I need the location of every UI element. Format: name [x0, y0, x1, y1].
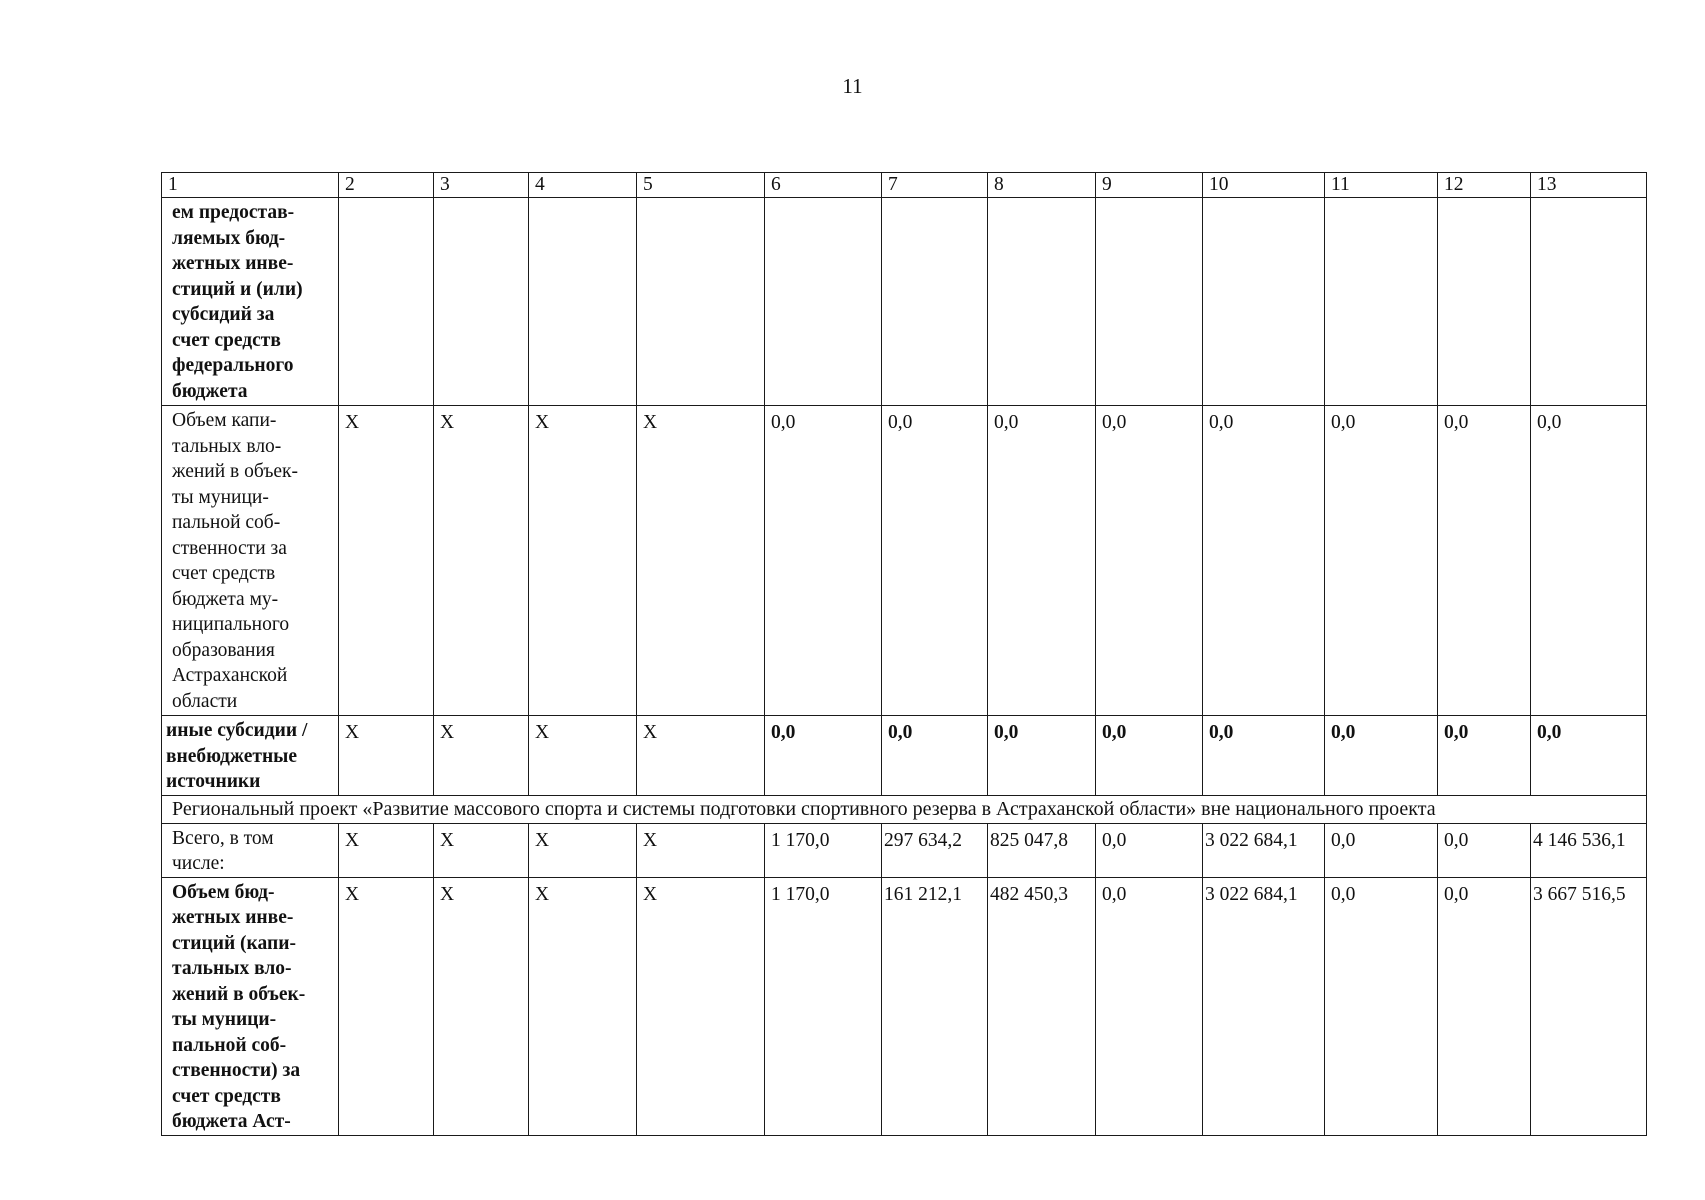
table-cell: Х — [637, 823, 765, 877]
column-header: 11 — [1325, 173, 1438, 198]
table-cell: 0,0 — [1438, 823, 1531, 877]
row-label-line: субсидий за — [172, 304, 275, 325]
row-label-line: счет средств — [172, 329, 281, 351]
row-label-line: федерального — [172, 355, 294, 376]
table-cell: 1 170,0 — [765, 877, 882, 1135]
table-cell: 0,0 — [1203, 406, 1325, 716]
table-cell: 0,0 — [1325, 406, 1438, 716]
row-label-line: области — [172, 690, 238, 712]
row-label-line: стиций и (или) — [172, 278, 303, 300]
row-label-line: ты муници- — [172, 1009, 277, 1030]
row-label-line: стиций (капи- — [172, 932, 296, 954]
table-cell: Х — [339, 406, 434, 716]
row-label-line: пальной соб- — [172, 512, 281, 533]
table-cell: 4 146 536,1 — [1531, 823, 1647, 877]
table-cell: 3 022 684,1 — [1203, 823, 1325, 877]
row-label-line: жений в объек- — [172, 461, 299, 482]
table-row — [162, 823, 1647, 877]
column-header: 7 — [882, 173, 988, 198]
table-cell — [434, 198, 529, 406]
table-cell: Х — [434, 823, 529, 877]
table-cell: Х — [529, 406, 637, 716]
table-cell: Х — [637, 716, 765, 796]
table-cell: Х — [339, 823, 434, 877]
table-cell: Х — [339, 877, 434, 1135]
row-label-line: бюджета му- — [172, 588, 279, 610]
row-label-line: образования — [172, 639, 275, 661]
row-label-line: ты муници- — [172, 486, 269, 508]
table-row — [162, 198, 1647, 406]
table-cell: 0,0 — [1325, 877, 1438, 1135]
table-cell: 3 667 516,5 — [1531, 877, 1647, 1135]
table-cell — [1438, 198, 1531, 406]
table-cell: 0,0 — [1096, 823, 1203, 877]
column-header: 10 — [1203, 173, 1325, 198]
row-label-line: иные субсидии / — [166, 720, 308, 741]
table-cell: 0,0 — [765, 406, 882, 716]
table-cell: 0,0 — [1438, 877, 1531, 1135]
table-cell: 0,0 — [1096, 877, 1203, 1135]
table-cell: 482 450,3 — [988, 877, 1096, 1135]
column-header: 3 — [434, 173, 529, 198]
table-cell — [882, 198, 988, 406]
column-header: 1 — [162, 173, 339, 198]
table-cell: Х — [529, 823, 637, 877]
row-label-line: тальных вло- — [172, 958, 292, 979]
row-label-line: ственности) за — [172, 1060, 301, 1081]
table-cell: 0,0 — [1531, 406, 1647, 716]
row-label-line: счет средств — [172, 563, 276, 584]
row-label-line: ляемых бюд- — [172, 227, 286, 249]
row-label — [162, 406, 339, 716]
row-label-line: жетных инве- — [172, 907, 294, 928]
page-number: 11 — [842, 74, 863, 98]
table-cell — [765, 198, 882, 406]
table-cell: 1 170,0 — [765, 823, 882, 877]
row-label — [162, 198, 339, 406]
table-cell: 0,0 — [1096, 716, 1203, 796]
table-cell: Х — [434, 877, 529, 1135]
row-label-line: числе: — [172, 853, 225, 874]
column-header: 2 — [339, 173, 434, 198]
table-cell — [1325, 198, 1438, 406]
column-header: 6 — [765, 173, 882, 198]
column-header: 13 — [1531, 173, 1647, 198]
table-cell: Х — [339, 716, 434, 796]
column-header: 5 — [637, 173, 765, 198]
row-label — [162, 716, 339, 796]
row-label-line: пальной соб- — [172, 1034, 287, 1056]
table-cell — [988, 198, 1096, 406]
table-row — [162, 406, 1647, 716]
table-cell: 0,0 — [1438, 716, 1531, 796]
row-label-line: ственности за — [172, 537, 287, 559]
row-label-line: Астраханской — [172, 665, 288, 686]
row-label-line: жетных инве- — [172, 253, 294, 274]
table-cell: Х — [637, 877, 765, 1135]
budget-table — [161, 172, 1647, 1136]
table-cell — [1531, 198, 1647, 406]
table-cell: 0,0 — [988, 406, 1096, 716]
table-cell — [1203, 198, 1325, 406]
table-cell: 0,0 — [1203, 716, 1325, 796]
table-cell: 0,0 — [1325, 823, 1438, 877]
row-label-line: Объем капи- — [172, 410, 277, 431]
row-label-line: ем предостав- — [172, 202, 295, 223]
row-label-line: бюджета — [172, 380, 248, 402]
table-cell — [339, 198, 434, 406]
row-label-line: тальных вло- — [172, 435, 282, 457]
row-label — [162, 877, 339, 1135]
table-cell — [529, 198, 637, 406]
table-row — [162, 716, 1647, 796]
table-cell: 0,0 — [1531, 716, 1647, 796]
table-cell: 0,0 — [988, 716, 1096, 796]
table-cell: 0,0 — [882, 716, 988, 796]
table-cell: 0,0 — [1438, 406, 1531, 716]
column-header: 4 — [529, 173, 637, 198]
row-label-line: источники — [166, 771, 261, 792]
table-cell: 297 634,2 — [882, 823, 988, 877]
table-cell: 3 022 684,1 — [1203, 877, 1325, 1135]
table-row — [162, 877, 1647, 1135]
column-number-row — [162, 173, 1647, 198]
table-cell — [1096, 198, 1203, 406]
table-cell: Х — [637, 406, 765, 716]
row-label-line: Объем бюд- — [172, 881, 275, 903]
column-header: 8 — [988, 173, 1096, 198]
table-cell: Х — [434, 406, 529, 716]
row-label-line: жений в объек- — [172, 983, 306, 1005]
table-cell: Х — [434, 716, 529, 796]
row-label — [162, 823, 339, 877]
table-cell: 0,0 — [1325, 716, 1438, 796]
column-header: 9 — [1096, 173, 1203, 198]
row-label-line: внебюджетные — [166, 745, 298, 767]
table-cell: 0,0 — [882, 406, 988, 716]
table-cell: Х — [529, 877, 637, 1135]
table-cell: 0,0 — [1096, 406, 1203, 716]
table-cell: 0,0 — [765, 716, 882, 796]
table-cell: 825 047,8 — [988, 823, 1096, 877]
column-header: 12 — [1438, 173, 1531, 198]
table-cell: Х — [529, 716, 637, 796]
table-cell — [637, 198, 765, 406]
row-label-line: счет средств — [172, 1085, 281, 1107]
project-title-row — [162, 795, 1647, 823]
project-title: Региональный проект «Развитие массового спорта и системы подготовки спортивного резерва в Астраханской области» вне национального проекта — [162, 795, 1647, 823]
row-label-line: Всего, в том — [172, 827, 274, 849]
row-label-line: ниципального — [172, 614, 290, 635]
row-label-line: бюджета Аст- — [172, 1111, 291, 1132]
table-cell: 161 212,1 — [882, 877, 988, 1135]
